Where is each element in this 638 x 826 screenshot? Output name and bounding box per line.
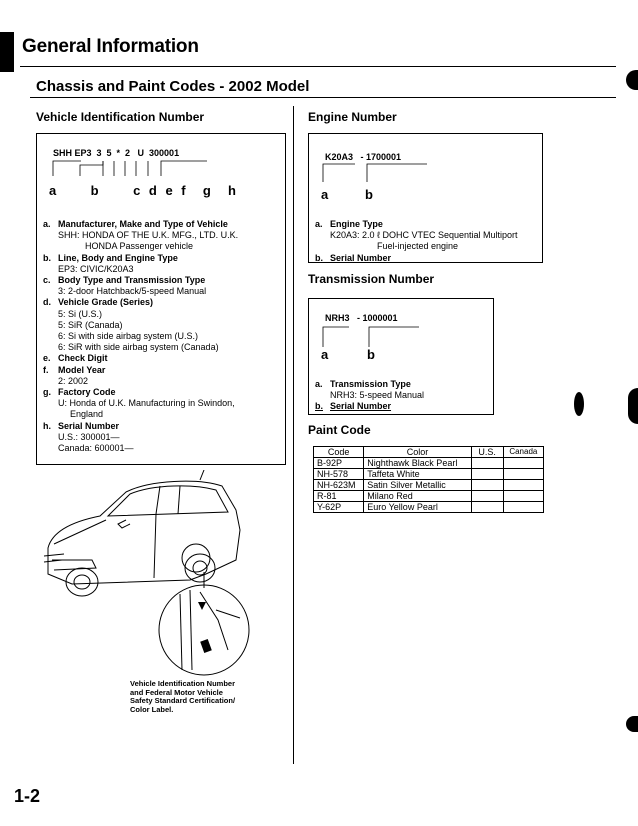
engine-code-brackets xyxy=(309,134,542,194)
transmission-letter-b: b xyxy=(367,347,375,362)
paint-col-code: Code xyxy=(314,447,364,458)
subsection-title: Chassis and Paint Codes - 2002 Model xyxy=(36,78,310,95)
vin-item-g: g. Factory Code xyxy=(43,387,116,398)
paint-col-color: Color xyxy=(364,447,471,458)
section-title: General Information xyxy=(22,36,199,57)
transmission-descriptions: a. Transmission Type NRH3: 5-speed Manual b. Serial Number xyxy=(315,379,425,412)
transmission-code-line: NRH3 - 1000001 xyxy=(325,313,398,323)
page-number: 1-2 xyxy=(14,786,41,806)
engine-code-line: K20A3 - 1700001 xyxy=(325,152,402,162)
engine-descriptions: a. Engine Type K20A3: 2.0 ℓ DOHC VTEC Sequential Multiport Fuel-injected engine b. Serial Number xyxy=(315,219,518,263)
table-row: NH-623M Satin Silver Metallic xyxy=(314,480,544,491)
vin-letters: a b c d e f g h xyxy=(49,183,236,198)
paint-col-canada: Canada xyxy=(503,447,543,458)
paint-heading: Paint Code xyxy=(308,423,371,437)
vin-item-a: a. Manufacturer, Make and Type of Vehicle xyxy=(43,219,228,229)
table-row: R-81 Milano Red xyxy=(314,491,544,502)
figure-caption: Vehicle Identification Number and Federal Motor Vehicle Safety Standard Certification/ Color Label. xyxy=(130,679,236,714)
transmission-letter-a: a xyxy=(321,347,329,362)
subsection-rule xyxy=(30,97,616,98)
engine-heading: Engine Number xyxy=(308,110,397,124)
table-row: NH-578 Taffeta White xyxy=(314,469,544,480)
binding-artifact xyxy=(626,716,638,732)
engine-box xyxy=(308,133,543,263)
vin-code-line: SHH EP3 3 5 * 2 U 300001 xyxy=(53,148,180,158)
section-tab-marker xyxy=(0,32,14,72)
binding-artifact xyxy=(628,388,638,424)
transmission-heading: Transmission Number xyxy=(308,272,435,286)
engine-letter-a: a xyxy=(321,187,329,202)
engine-letter-b: b xyxy=(365,187,373,202)
vin-heading: Vehicle Identification Number xyxy=(36,110,205,124)
vin-descriptions: a. Manufacturer, Make and Type of Vehicle SHH: HONDA OF THE U.K. MFG., LTD. U.K. HONDA Passenger vehicle b. Line, Body and Engine Type EP3: CIVIC/K20A3 c. Body Type and Transmission Type 3: 2-door Hatchback/5-speed Manual d. Vehicle Grade (Series) 5: Si (U.S.) 5: SiR (Canada) 6: Si with side airbag system (U.S.) 6: SiR with side airbag system (Canada) e. Check Digit f. Model Year 2: 2002 g. Factory Code U: Honda of U.K. Manufacturing in Swindon, England h. Serial Number U.S.: 300001— Canada: 600001— xyxy=(43,219,279,454)
paint-table-header xyxy=(314,447,544,458)
paint-code-table xyxy=(313,446,544,513)
vin-label-sticker xyxy=(200,639,212,653)
binding-hole xyxy=(574,392,584,416)
vin-item-b: b. Line, Body and Engine Type xyxy=(43,252,178,263)
car-illustration xyxy=(30,470,286,680)
table-row: B-92P Nighthawk Black Pearl xyxy=(314,458,544,469)
pointer-arrowhead xyxy=(198,602,206,610)
table-row: Y-62P Euro Yellow Pearl xyxy=(314,502,544,513)
vin-item-h: h. Serial Number xyxy=(43,420,120,431)
header-rule xyxy=(20,66,616,67)
vin-item-e: e. Check Digit xyxy=(43,353,108,364)
vin-item-d: d. Vehicle Grade (Series) xyxy=(43,297,154,308)
vin-box xyxy=(36,133,286,465)
transmission-box xyxy=(308,298,494,415)
binding-artifact xyxy=(626,70,638,90)
vin-item-c: c. Body Type and Transmission Type xyxy=(43,275,206,286)
transmission-code-brackets xyxy=(309,299,493,359)
vin-item-f: f. Model Year xyxy=(43,364,106,375)
paint-col-us: U.S. xyxy=(471,447,503,458)
column-divider xyxy=(293,106,294,764)
